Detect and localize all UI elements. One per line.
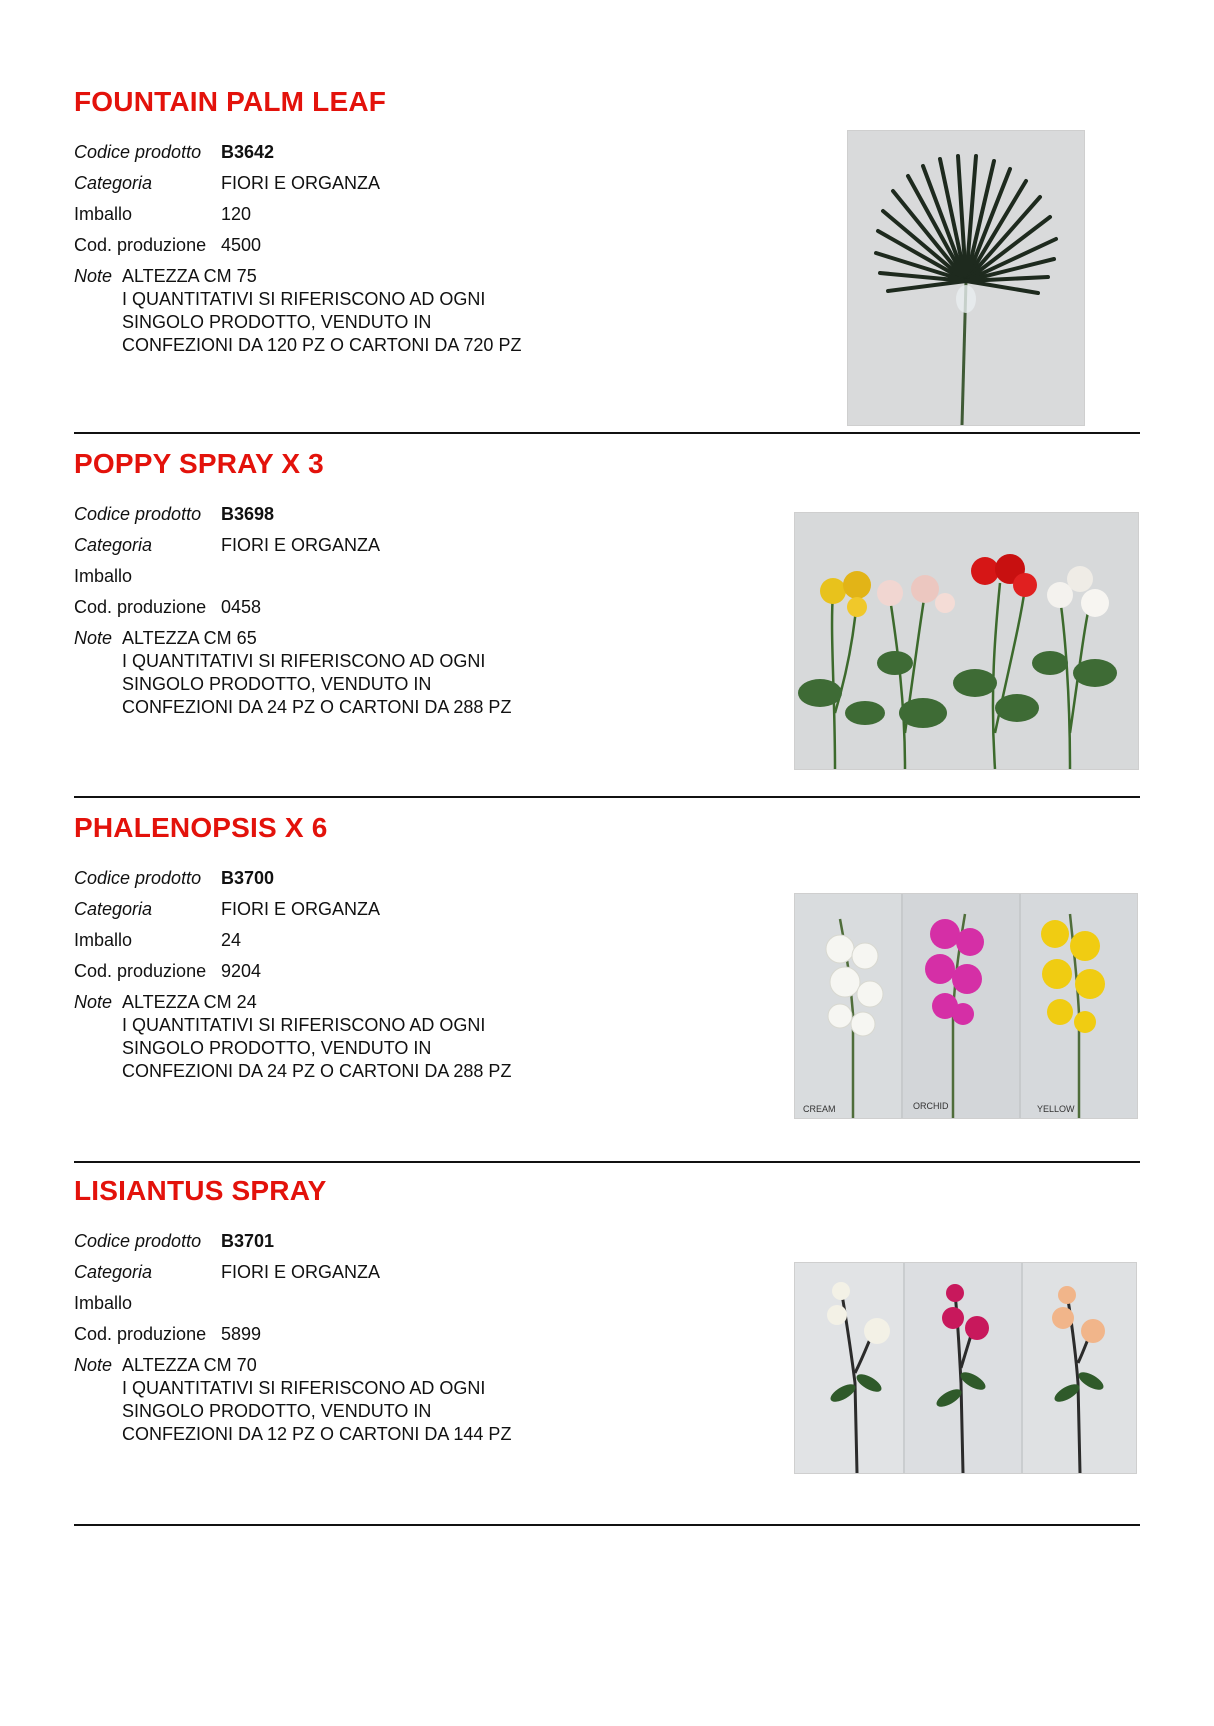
product-code-label: Codice prodotto [74, 142, 202, 162]
packaging-value: 120 [221, 204, 252, 224]
production-code-label: Cod. produzione [74, 961, 207, 981]
packaging-label: Imballo [74, 1293, 133, 1313]
category-value: FIORI E ORGANZA [221, 899, 381, 919]
production-code-label: Cod. produzione [74, 1324, 207, 1344]
note-line: SINGOLO PRODOTTO, VENDUTO IN [122, 674, 432, 694]
note-line: CONFEZIONI DA 24 PZ O CARTONI DA 288 PZ [122, 1061, 512, 1081]
note-line: ALTEZZA CM 24 [122, 992, 257, 1012]
note-line: I QUANTITATIVI SI RIFERISCONO AD OGNI [122, 1015, 486, 1035]
section-divider [74, 432, 1140, 434]
packaging-label: Imballo [74, 930, 133, 950]
category-label: Categoria [74, 1262, 153, 1282]
note-label: Note [74, 266, 113, 286]
note-text [122, 265, 521, 357]
note-line: CONFEZIONI DA 24 PZ O CARTONI DA 288 PZ [122, 697, 512, 717]
image-caption: ORCHID [913, 1101, 949, 1111]
note-line: SINGOLO PRODOTTO, VENDUTO IN [122, 1038, 432, 1058]
palm-leaf-photo [847, 130, 1085, 426]
note-text [122, 1354, 511, 1446]
phalaenopsis-photo [794, 893, 1138, 1119]
note-line: ALTEZZA CM 75 [122, 266, 257, 286]
image-caption: CREAM [803, 1104, 836, 1114]
category-label: Categoria [74, 535, 153, 555]
note-label: Note [74, 1355, 113, 1375]
section-divider [74, 1161, 1140, 1163]
note-line: I QUANTITATIVI SI RIFERISCONO AD OGNI [122, 651, 486, 671]
product-section [74, 806, 1140, 1162]
product-title: LISIANTUS SPRAY [74, 1175, 327, 1206]
note-line: SINGOLO PRODOTTO, VENDUTO IN [122, 1401, 432, 1421]
note-label: Note [74, 628, 113, 648]
production-code-value: 0458 [221, 597, 262, 617]
production-code-value: 5899 [221, 1324, 262, 1344]
category-value: FIORI E ORGANZA [221, 173, 381, 193]
packaging-label: Imballo [74, 566, 133, 586]
note-label: Note [74, 992, 113, 1012]
note-line: ALTEZZA CM 65 [122, 628, 257, 648]
product-code-label: Codice prodotto [74, 504, 202, 524]
note-text [122, 627, 511, 719]
product-title: FOUNTAIN PALM LEAF [74, 86, 387, 117]
product-section [74, 1169, 1140, 1541]
packaging-label: Imballo [74, 204, 133, 224]
note-line: CONFEZIONI DA 12 PZ O CARTONI DA 144 PZ [122, 1424, 512, 1444]
production-code-value: 9204 [221, 961, 262, 981]
note-line: SINGOLO PRODOTTO, VENDUTO IN [122, 312, 432, 332]
product-section [74, 80, 1140, 436]
note-line: ALTEZZA CM 70 [122, 1355, 257, 1375]
poppy-spray-photo [794, 512, 1139, 770]
product-code-value: B3698 [221, 504, 275, 524]
production-code-value: 4500 [221, 235, 262, 255]
note-line: I QUANTITATIVI SI RIFERISCONO AD OGNI [122, 289, 486, 309]
section-divider [74, 1524, 1140, 1526]
product-code-label: Codice prodotto [74, 1231, 202, 1251]
image-caption: YELLOW [1037, 1104, 1075, 1114]
product-code-value: B3700 [221, 868, 275, 888]
section-divider [74, 796, 1140, 798]
product-code-label: Codice prodotto [74, 868, 202, 888]
product-code-value: B3642 [221, 142, 275, 162]
product-code-value: B3701 [221, 1231, 275, 1251]
lisianthus-photo [794, 1262, 1137, 1474]
category-label: Categoria [74, 173, 153, 193]
category-label: Categoria [74, 899, 153, 919]
category-value: FIORI E ORGANZA [221, 535, 381, 555]
packaging-value: 24 [221, 930, 242, 950]
category-value: FIORI E ORGANZA [221, 1262, 381, 1282]
production-code-label: Cod. produzione [74, 235, 207, 255]
product-title: PHALENOPSIS X 6 [74, 812, 328, 843]
note-line: CONFEZIONI DA 120 PZ O CARTONI DA 720 PZ [122, 335, 522, 355]
product-title: POPPY SPRAY X 3 [74, 448, 324, 479]
note-text [122, 991, 511, 1083]
production-code-label: Cod. produzione [74, 597, 207, 617]
product-section [74, 442, 1140, 798]
note-line: I QUANTITATIVI SI RIFERISCONO AD OGNI [122, 1378, 486, 1398]
